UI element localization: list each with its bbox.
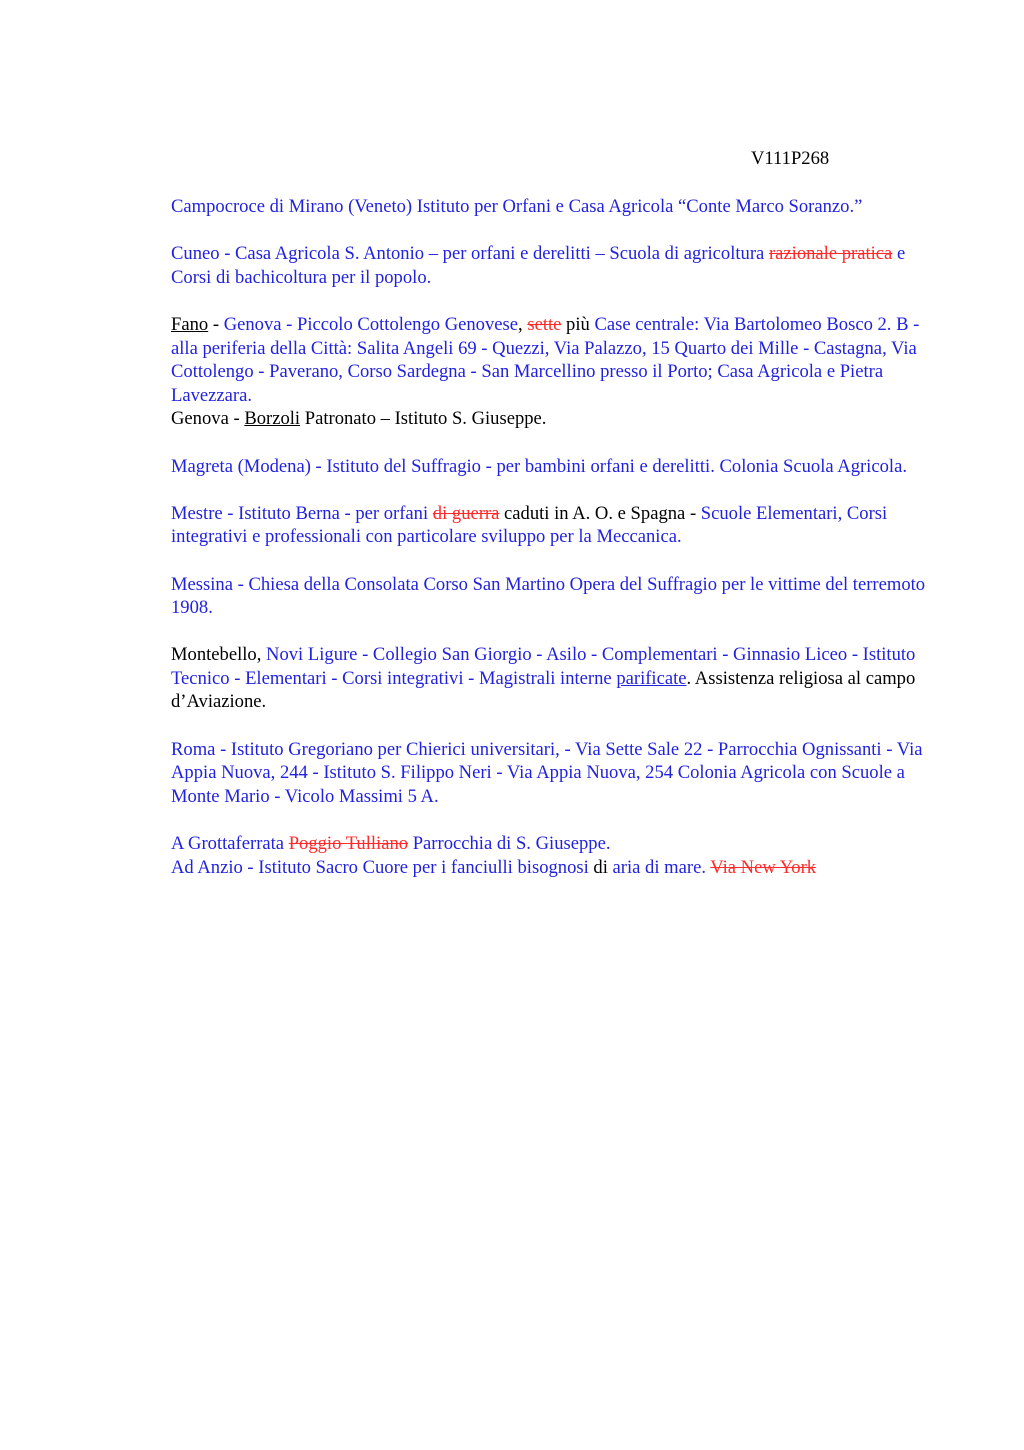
text-segment: Montebello, — [171, 644, 267, 666]
text-segment: Case centrale: Via Bartolomeo Bosco 2. B - alla periferia della Città: Salita Angeli 69 - Quezzi, Via Palazzo, 15 Quarto dei Mille - Castagna, Via Cottolengo - Paverano, Corso Sardegna - San Marcellino presso il Porto; Casa Agricola e Pietra Lavezzara. — [171, 313, 920, 406]
entry-anzio — [171, 856, 931, 880]
deleted-text: razionale pratica — [768, 243, 893, 265]
text-segment: di — [588, 856, 613, 878]
entry-cuneo — [171, 242, 931, 289]
text-segment: Ad Anzio - Istituto Sacro Cuore per i fanciulli bisognosi — [171, 856, 589, 878]
text-segment: - — [208, 313, 224, 335]
text-segment: A Grottaferrata — [171, 833, 289, 855]
entry-fano-genova — [171, 313, 931, 407]
text-segment: Magreta (Modena) - Istituto del Suffragio - per bambini orfani e derelitti. Colonia Scuola Agricola. — [171, 455, 907, 477]
entry-mestre — [171, 502, 931, 549]
text-segment: Campocroce di Mirano (Veneto) Istituto per Orfani e Casa Agricola “Conte Marco Soranzo.” — [171, 196, 863, 217]
document-body — [171, 195, 931, 879]
underlined-text: Fano — [171, 313, 209, 335]
text-segment: Mestre - Istituto Berna - per orfani — [171, 502, 433, 524]
text-segment: aria di mare. — [612, 856, 706, 878]
entry-campocroce — [171, 195, 931, 219]
entry-montebello-novi — [171, 643, 931, 714]
deleted-text: sette — [527, 313, 562, 335]
text-segment: Genova - Piccolo Cottolengo Genovese — [223, 313, 519, 335]
text-segment: , — [518, 313, 528, 335]
text-segment: Genova - — [171, 408, 245, 430]
text-segment: Scuole Elementari, Corsi integrativi e professionali con particolare sviluppo per la Meccanica. — [171, 502, 888, 548]
entry-genova-borzoli — [171, 407, 931, 431]
underlined-text: parificate — [616, 667, 687, 689]
text-segment: e Corsi di bachicoltura per il popolo. — [171, 243, 906, 288]
text-segment: Cuneo - Casa Agricola S. Antonio – per orfani e derelitti – Scuola di agricoltura — [171, 243, 769, 265]
deleted-text: Via New York — [710, 856, 817, 878]
entry-grottaferrata — [171, 832, 931, 856]
deleted-text: di guerra — [432, 502, 500, 524]
text-segment: . Assistenza religiosa al campo d’Aviazione. — [171, 667, 916, 713]
deleted-text: Poggio Tulliano — [288, 833, 409, 855]
entry-magreta — [171, 455, 931, 479]
text-segment: Novi Ligure - Collegio San Giorgio - Asilo - Complementari - Ginnasio Liceo - Istituto Tecnico - Elementari - Corsi integrativi - Magistrali interne — [171, 644, 916, 689]
entry-roma — [171, 738, 931, 809]
text-segment: Roma - Istituto Gregoriano per Chierici universitari, - Via Sette Sale 22 - Parrocchia Ognissanti - Via Appia Nuova, 244 - Istituto S. Filippo Neri - Via Appia Nuova, 254 Colonia Agricola con Scuole a Monte Mario - Vicolo Massimi 5 A. — [171, 738, 923, 807]
entry-messina — [171, 573, 931, 620]
underlined-text: Borzoli — [244, 408, 301, 430]
text-segment: caduti in A. O. e Spagna - — [499, 502, 701, 524]
text-segment: Parrocchia di S. Giuseppe. — [408, 833, 611, 855]
text-segment: Patronato – Istituto S. Giuseppe. — [300, 408, 547, 430]
text-segment: Messina - Chiesa della Consolata Corso San Martino Opera del Suffragio per le vittime del terremoto 1908. — [171, 573, 926, 619]
text-segment: più — [561, 313, 595, 335]
document-reference-code: V111P268 — [751, 148, 830, 169]
